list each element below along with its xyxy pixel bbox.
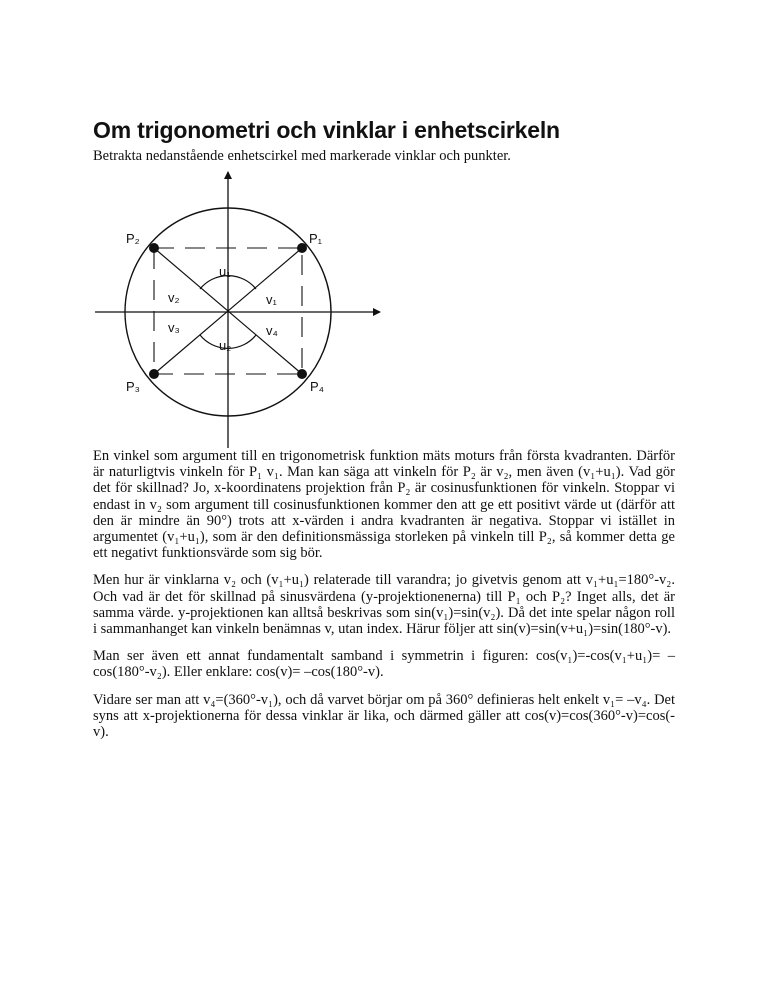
- label-p4: P₄: [310, 379, 324, 394]
- point-p4: [297, 369, 307, 379]
- page-title: Om trigonometri och vinklar i enhetscirkeln: [93, 117, 560, 143]
- paragraph: Vidare ser man att v₄=(360°-v₁), och då varvet börjar om på 360° definieras helt enkelt v₁= –v₄. Det syns att x-projektionerna för dessa vinklar är lika, och därmed gäller att cos(v)=cos(360°-v)=cos(-v).: [93, 691, 675, 741]
- point-p3: [149, 369, 159, 379]
- label-u2: u₂: [219, 338, 232, 353]
- label-p3: P₃: [126, 379, 140, 394]
- label-p2: P₂: [126, 231, 140, 246]
- label-v3: v₃: [168, 320, 180, 335]
- label-p1: P₁: [309, 231, 323, 246]
- label-u1: u₁: [219, 264, 231, 279]
- paragraph: Man ser även ett annat fundamentalt samband i symmetrin i figuren: cos(v₁)=-cos(v₁+u₁)= –cos(180°-v₂). Eller enklare: cos(v)= –cos(180°-v).: [93, 648, 675, 681]
- label-v4: v₄: [266, 323, 278, 338]
- body-text: [93, 448, 675, 751]
- label-v2: v₂: [168, 290, 180, 305]
- point-p1: [297, 243, 307, 253]
- paragraph: En vinkel som argument till en trigonometrisk funktion mäts moturs från första kvadranten. Därför är naturligtvis vinkeln för P₁ v₁. Man kan säga att vinkeln för P₂ är v₂, men även (v₁+u₁). Vad gör det för skillnad? Jo, x-koordinatens projektion från P₂ är cosinusfunktionen för vinkeln. Stoppar vi endast in v₂ som argument till cosinusfunktionen kommer den att ge ett positivt värde ut (därför att den är mindre än 90°) trots att x-värden i andra kvadranten är negativa. Stoppar vi istället in argumentet (v₁+u₁), som är den definitionsmässiga storleken på vinkeln till P₂, så kommer detta ge ett negativt funktionsvärde som sig bör.: [93, 448, 675, 562]
- point-p2: [149, 243, 159, 253]
- paragraph: Men hur är vinklarna v₂ och (v₁+u₁) relaterade till varandra; jo givetvis genom att v₁+u₁=180°-v₂. Och vad är det för skillnad på sinusvärdena (y-projektionenerna) till P₁ och P₂? Inget alls, det är samma värde. y-projektionen kan alltså beskrivas som sin(v₁)=sin(v₂). Då det inte spelar någon roll i sammanhanget kan vinkeln benämnas v, utan index. Härur följer att sin(v)=sin(v+u₁)=sin(180°-v).: [93, 572, 675, 638]
- intro-text: Betrakta nedanstående enhetscirkel med markerade vinklar och punkter.: [93, 148, 511, 164]
- label-v1: v₁: [266, 292, 277, 307]
